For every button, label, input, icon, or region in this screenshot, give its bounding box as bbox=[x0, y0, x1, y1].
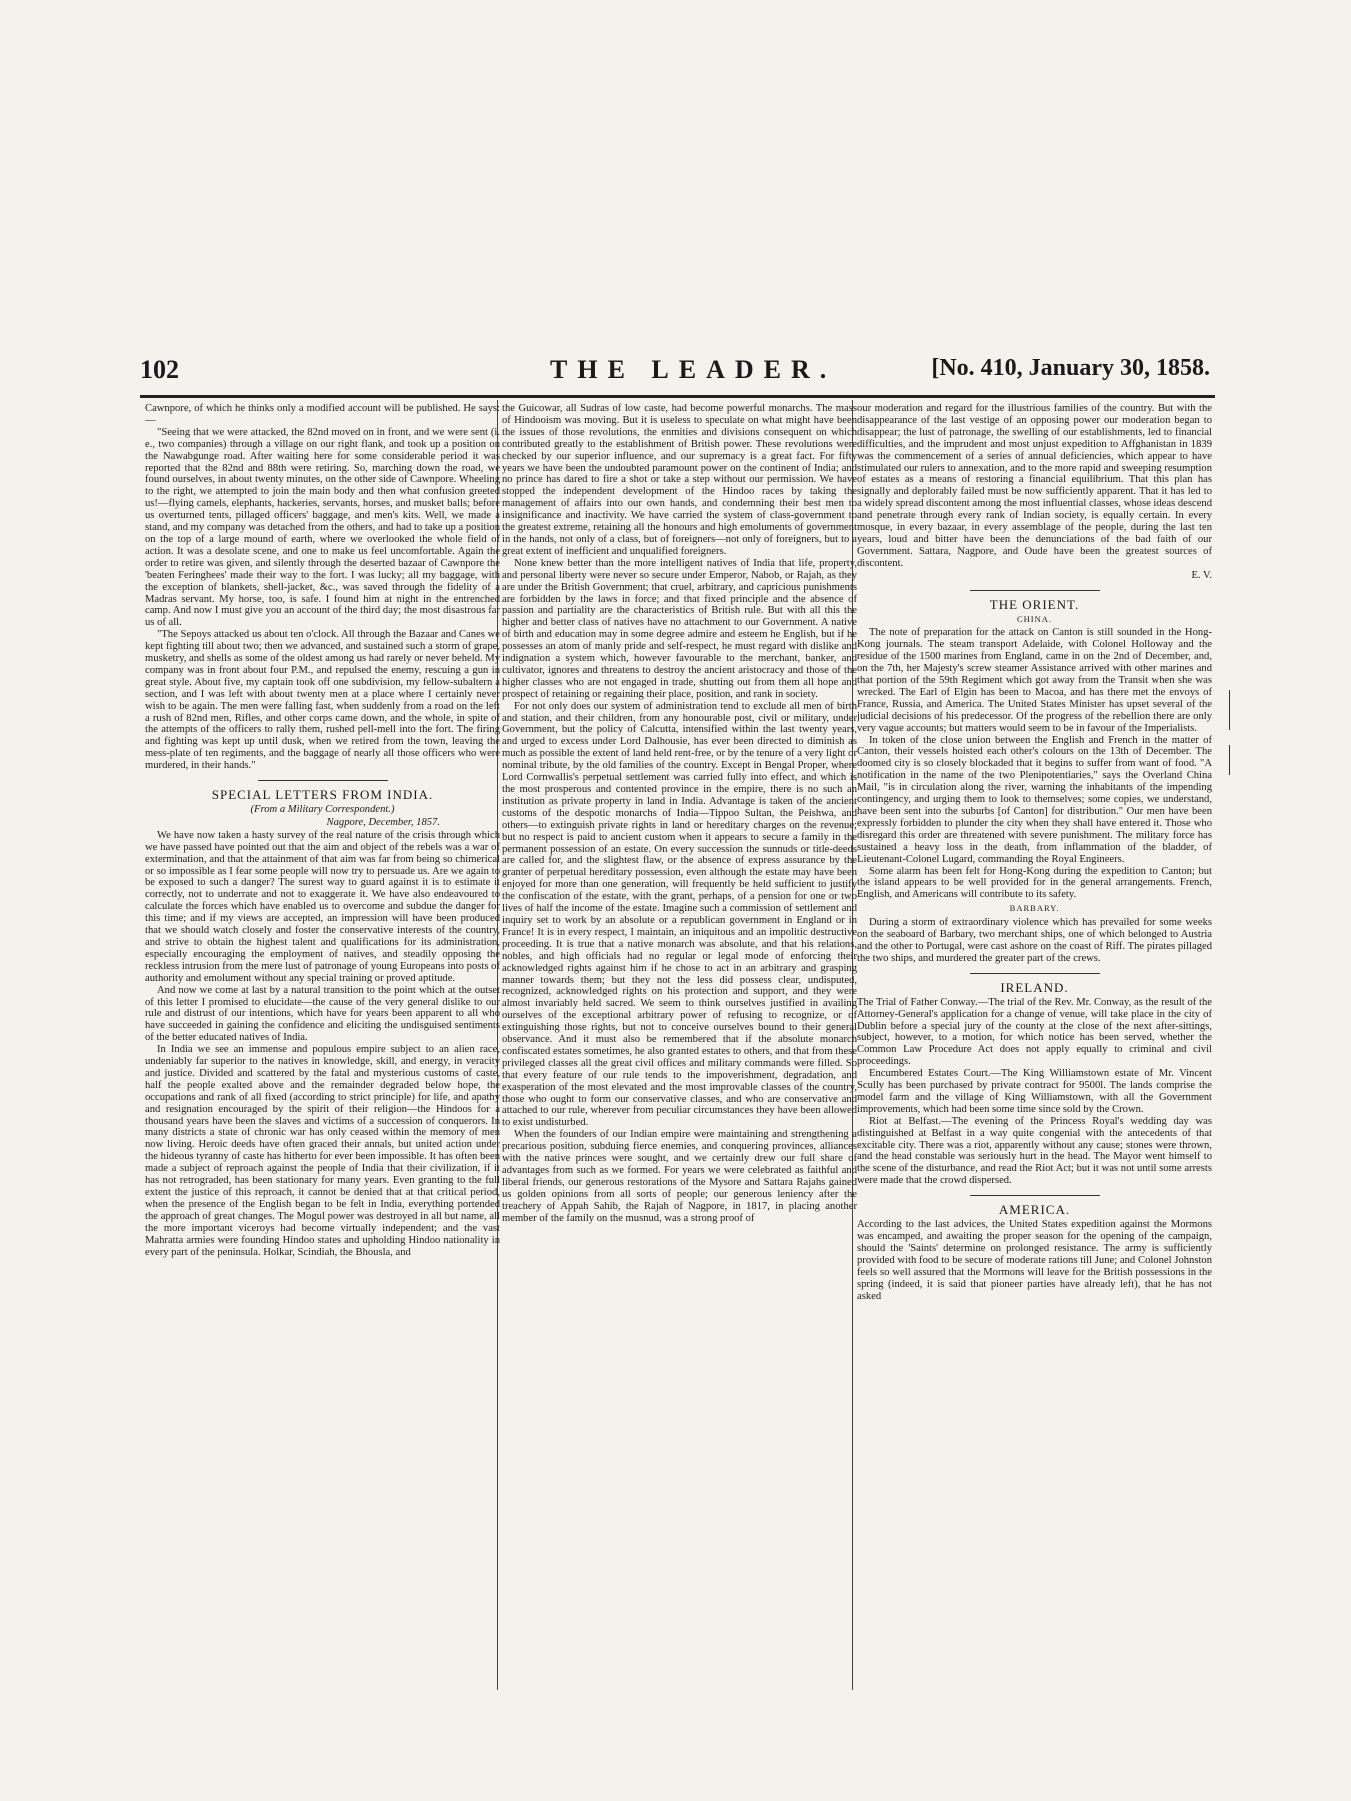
article-paragraph: In token of the close union between the English and French in the matter of Canton, their vessels hoisted each other's colours on the 13th of December. The doomed city is so closely blockaded that it begins to suffer from want of food. "A notification in the name of the two Plenipotentiaries," says the Overland China Mail, "is in circulation along the river, warning the inhabitants of the impending contingency, and urging them to look to themselves; some copies, we understand, have been sent into the suburbs [of Canton] for distribution." Our men have been expressly forbidden to plunder the city when they shall have entered it. Those who disregard this order are threatened with severe punishment. The military force has sustained a heavy loss in the death, from inflammation of the bladder, of Lieutenant-Colonel Lugard, commanding the Royal Engineers. bbox=[857, 734, 1212, 865]
article-paragraph: The note of preparation for the attack on Canton is still sounded in the Hong-Kong journals. The steam transport Adelaide, with Colonel Holloway and the residue of the 1500 marines from England, came in on the 2nd of December, and, on the 7th, her Majesty's screw steamer Assistance arrived with other marines and that portion of the 59th Regiment which got away from the Transit when she was wrecked. The Earl of Elgin has been to Macoa, and has there met the envoys of France, Russia, and America. The United States Minister has upset several of the judicial decisions of his predecessor. Of the progress of the rebellion there are only very vague accounts; but matters would seem to be in favour of the Imperialists. bbox=[857, 627, 1212, 734]
byline: (From a Military Correspondent.) bbox=[250, 804, 395, 815]
section-title-orient: THE ORIENT. bbox=[989, 596, 1080, 612]
section-separator bbox=[258, 780, 388, 781]
article-paragraph: During a storm of extraordinary violence which has prevailed for some weeks on the seaboard of Barbary, two merchant ships, one of which belonged to Austria and the other to Portugal, were cast ashore on the coast of Riff. The pirates pillaged the two ships, and murdered the greater part of the crews. bbox=[857, 917, 1212, 964]
article-paragraph: We have now taken a hasty survey of the real nature of the crisis through which we have passed have pointed out that the aim and object of the rebels was a war of extermination, and that the attainment of that aim was far from being so chimerical or so impossible as I fear some people will now try to persuade us. Are we again to be exposed to such a danger? The surest way to guard against it is to estimate it correctly, not to underrate and not to exaggerate it. We have also endeavoured to calculate the forces which have enabled us to overcome and subdue the danger for this time; and if my views are accepted, an impression will have been produced that we should watch closely and foster the conservative interests of the country, and strive to obtain the highest talent and qualifications for its administration, especially encouraging the employment of natives, and steadily opposing the reckless intrusion from the mere lust of patronage of young Europeans into posts of authority and emolument without any special training or proved aptitude. bbox=[145, 829, 500, 984]
margin-mark bbox=[1229, 745, 1230, 775]
section-title-special-letters: SPECIAL LETTERS FROM INDIA. bbox=[211, 787, 434, 803]
article-paragraph: In India we see an immense and populous empire subject to an alien race, undeniably far superior to the natives in knowledge, skill, and energy, in veracity and justice. Divided and scattered by the fatal and mysterious customs of caste, half the people exalted above and the remainder degraded below hope, the occupations and rank of all fixed (according to strict principle) for life, and apathy and resignation encouraged by the spirit of their religion—the Hindoos for a thousand years have been the slaves and victims of a succession of conquerors. In many districts a state of chronic war has only ceased within the memory of men now living. Heroic deeds have often graced their annals, but united action under the hideous tyranny of caste has hitherto for ever been impossible. It has often been made a subject of reproach against the people of India that their civilization, if it has not retrograded, has been stationary for many years. Even granting to the full extent the justice of this reproach, it cannot be denied that at that critical period, when the presence of the English began to be felt in India, everything portended the approach of great changes. The Mogul power was destroyed in all but name, all the more important viceroys had become virtually independent; and the vast Mahratta armies were founding Hindoo states and upholding Hindoo nationality in every part of the peninsula. Holkar, Scindiah, the Bhousla, and bbox=[145, 1044, 500, 1258]
article-paragraph: According to the last advices, the United States expedition against the Mormons was encamped, and awaiting the proper season for the opening of the campaign, should the 'Saints' determine on prolonged resistance. The army is sufficiently provided with food to be secure of moderate rations till June; and Colonel Johnston feels so well assured that the Mormons will leave for the British possessions in the spring (indeed, it is said that pioneer parties have already left), that he has not asked bbox=[857, 1219, 1212, 1302]
section-separator bbox=[970, 590, 1100, 591]
section-title-ireland: IRELAND. bbox=[1000, 979, 1069, 995]
article-paragraph: The Trial of Father Conway.—The trial of the Rev. Mr. Conway, as the result of the Attorney-General's application for a change of venue, will take place in the city of Dublin before a special jury of the county at the close of the next after-sittings, subject, however, to a motion, for which notice has been served, whether the Common Law Procedure Act does not apply equally to criminal and civil proceedings. bbox=[857, 996, 1212, 1068]
article-paragraph: Riot at Belfast.—The evening of the Princess Royal's wedding day was distinguished at Belfast in a way quite congenial with the antecedents of that excitable city. There was a riot, apparently without any cause; stones were thrown, and the head constable was seriously hurt in the head. The Mayor went himself to the scene of the disturbance, and read the Riot Act; but it was not until some arrests were made that the crowd dispersed. bbox=[857, 1115, 1212, 1187]
section-separator bbox=[970, 1195, 1100, 1196]
article-paragraph: the Guicowar, all Sudras of low caste, had become powerful monarchs. The mass of Hindooism was moving. But it is useless to speculate on what might have been the issues of those revolutions, the enmities and divisions consequent on which contributed greatly to the establishment of British power. These revolutions were checked by our superior influence, and our supremacy is a great fact. For fifty years we have been the undoubted paramount power on the continent of India; and no prince has dared to fire a shot or take a step without our permission. We have stopped the independent development of the Hindoo races by taking the management of affairs into our own hands, and condemning their best men to insignificance and inactivity. We have carried the system of class-government to the greatest extreme, retaining all the honours and high emoluments of government in the hands, not only of a class, but of foreigners—not only of foreigners, but to a great extent of inefficient and unqualified foreigners. bbox=[502, 403, 857, 557]
letter-paragraph: "The Sepoys attacked us about ten o'clock. All through the Bazaar and Canes we kept fighting till about two; then we advanced, and sustained such a storm of grape, musketry, and shells as some of the oldest among us had rarely or never beheld. My company was in front about four P.M., and repulsed the enemy, rescuing a gun in great style. About five, my captain took off one subdivision, my fellow-subaltern a section, and I was left with about twenty men at a place where I certainly never wish to be again. The men were falling fast, when suddenly from a road on the left a rush of 82nd men, Rifles, and other corps came down, and the whole, in spite of the attempts of the officers to rally them, rushed pell-mell into the fort. The firing and fighting was kept up until dusk, when we retired from the town, leaving the mess-plate of ten regiments, and the baggage of nearly all those officers who were murdered, in their hands." bbox=[145, 629, 500, 772]
page-header bbox=[140, 355, 1210, 395]
issue-date: [No. 410, January 30, 1858. bbox=[931, 355, 1210, 381]
column-1 bbox=[145, 403, 500, 1693]
article-paragraph: Some alarm has been felt for Hong-Kong during the expedition to Canton; but the island appears to be well provided for in the general arrangements. French, English, and Americans will contribute to its safety. bbox=[857, 865, 1212, 901]
column-3 bbox=[857, 403, 1212, 1693]
column-2 bbox=[502, 403, 857, 1693]
dateline: Nagpore, December, 1857. bbox=[326, 816, 440, 828]
section-separator bbox=[970, 973, 1100, 974]
section-title-america: AMERICA. bbox=[998, 1202, 1071, 1218]
subhead-barbary: BARBARY. bbox=[1009, 903, 1060, 914]
article-paragraph: For not only does our system of administration tend to exclude all men of birth and station, and their children, from any honourable post, civil or military, under Government, but the policy of Calcutta, intensified within the last twenty years, and urged to excess under Lord Dalhousie, has ever been directed to diminish as much as possible the extent of land held rent-free, or by the tenure of a very light or nominal tribute, by the old families of the country. Except in Bengal Proper, where Lord Cornwallis's perpetual settlement was carried fully into effect, and which is the most prosperous and contented province in the empire, there is no such an institution as private property in land in India. Advantage is taken of the ancient customs of the despotic monarchs of India—Tippoo Sultan, the Peishwa, and others—to extinguish private rights in land or hereditary charges on the revenue; but no respect is paid to ancient custom when it appears to secure a family in the permanent possession of an estate. On every succession the sunnuds or title-deeds are called for, and the slightest flaw, or the absence of express assurance by the granter of perpetual hereditary possession, even although the estate may have been enjoyed for more than one generation, will frequently be held sufficient to justify the confiscation of the estate, with the grant, perhaps, of a pension for one or two lives of half the income of the estate. Imagine such a commission of settlement and inquiry set to work by an absolute or a republican government in England or in France! It is in every respect, I maintain, an iniquitous and an impolitic destructive proceeding. It is true that a native monarch was absolute, and that his relations, nobles, and high officials had no regular or legal mode of enforcing their acknowledged rights against him if he chose to act in an arbitrary and grasping manner towards them; but they not the less did possess clear, undisputed, recognized, acknowledged rights on his protection and support, and they were almost invariably held sacred. We seem to think ourselves justified in availing ourselves of the exceptional arbitrary power of refusing to recognize, or of extinguishing those rights, but not to conceive ourselves bound to their general observance. And it must also be remembered that if the absolute monarch confiscated estates sometimes, he also granted estates to others, and that from these privileged classes all the great civil offices and military commands were filled. So that every feature of our rule tends to the impoverishment, degradation, and exasperation of the most elevated and the most improvable classes of the country, those who ought to form our conservative classes, and who are conservative and attached to our rule, wherever from peculiar circumstances they have been allowed to exist undisturbed. bbox=[502, 700, 857, 1129]
masthead-title: THE LEADER. bbox=[550, 355, 837, 384]
letter-paragraph: "Seeing that we were attacked, the 82nd moved on in front, and we were sent (i. e., two companies) through a village on our right flank, and took up a position on the Nawabgunge road. After waiting here for some considerable period it was reported that the 82nd and 88th were retiring. So, marching down the road, we found ourselves, in about twenty minutes, on the other side of Cawnpore. Wheeling to the right, we attempted to join the main body and then what confusion greeted us!—flying camels, elephants, hackeries, servants, horses, and musket balls; before us overturned tents, pillaged officers' baggage, and men's kits. Well, we made a stand, and my company was detached from the others, and had to take up a position on the top of a large mound of earth, where we overlooked the whole field of action. It was a desolate scene, and one to make us feel uncomfortable. Again the order to retire was given, and silently through the deserted bazaar of Cawnpore the 'beaten Feringhees' made their way to the fort. I was lucky; all my baggage, with the exception of blankets, shell-jacket, &c., was saved through the fidelity of a Madras servant. My horse, too, is safe. I found him at night in the entrenched camp. And now I must give you an account of the third day; the most disastrous far us of all. bbox=[145, 426, 500, 629]
header-rule bbox=[140, 395, 1215, 398]
intro-paragraph: Cawnpore, of which he thinks only a modified account will be published. He says:— bbox=[145, 403, 500, 426]
article-paragraph: Encumbered Estates Court.—The King Williamstown estate of Mr. Vincent Scully has been purchased by private contract for 9500l. The lands comprise the model farm and the village of King Williamstown, with all the Government improvements, which had been some time since sold by the Crown. bbox=[857, 1068, 1212, 1115]
subhead-china: CHINA. bbox=[1016, 613, 1053, 624]
article-paragraph: And now we come at last by a natural transition to the point which at the outset of this letter I promised to elucidate—the cause of the very general dislike to our rule and distrust of our intentions, which have for years been apparent to all who have succeeded in gaining the confidence and eliciting the undisguised sentiments of the better educated natives of India. bbox=[145, 984, 500, 1044]
signature: E. V. bbox=[1191, 569, 1212, 581]
margin-mark bbox=[1229, 690, 1230, 730]
article-paragraph: None knew better than the more intelligent natives of India that life, property, and personal liberty were never so secure under Emperor, Nabob, or Rajah, as they are under the British Government; that cruel, arbitrary, and capricious punishments are forbidden by the laws in force; and that fixed principle and the absence of passion and partiality are the characteristics of British rule. But with all this the higher and better class of natives have no attachment to our Government. A native of birth and education may in some degree admire and esteem he English, but if he possesses an atom of manly pride and self-respect, he must regard with dislike and indignation a system which, however favourable to the merchant, banker, and cultivator, ignores and threatens to destroy the ancient aristocracy and those of the higher classes who are not engaged in trade, shutting out from them all hope and prospect of retaining or regaining their place, position, and rank in society. bbox=[502, 557, 857, 700]
article-paragraph: When the founders of our Indian empire were maintaining and strengthening a precarious position, subduing fierce enemies, and conquering provinces, alliances with the native princes were sought, and we certainly drew our full share of advantages from such as we formed. For years we were celebrated as faithful and liberal friends, our generous restorations of the Mysore and Sattara Rajahs gained us golden opinions from all sorts of people; our generous leniency after the treachery of Appah Sahib, the Rajah of Nagpore, in 1817, in placing another member of the family on the musnud, was a strong proof of bbox=[502, 1129, 857, 1224]
article-paragraph: our moderation and regard for the illustrious families of the country. But with the disappearance of the last vestige of an opposing power our moderation began to disappear; the lust of patronage, the swelling of our establishments, led to financial difficulties, and the imprudent and most unjust expedition to Affghanistan in 1839 was the commencement of a series of annual deficiencies, which appear to have stimulated our rulers to annexation, and to the more rapid and sweeping resumption of estates as a means of restoring a financial equilibrium. That this plan has signally and deplorably failed must be now sufficiently apparent. That it has led to a widely spread discontent among the most influential classes, whose ideas descend and penetrate through every rank of Indian society, is equally certain. In every mosque, in every bazaar, in every assemblage of the people, during the last ten years, loud and bitter have been the denunciations of the bad faith of our Government. Sattara, Nagpore, and Oude have been the greatest sources of discontent. bbox=[857, 403, 1212, 569]
page-number: 102 bbox=[140, 355, 179, 384]
